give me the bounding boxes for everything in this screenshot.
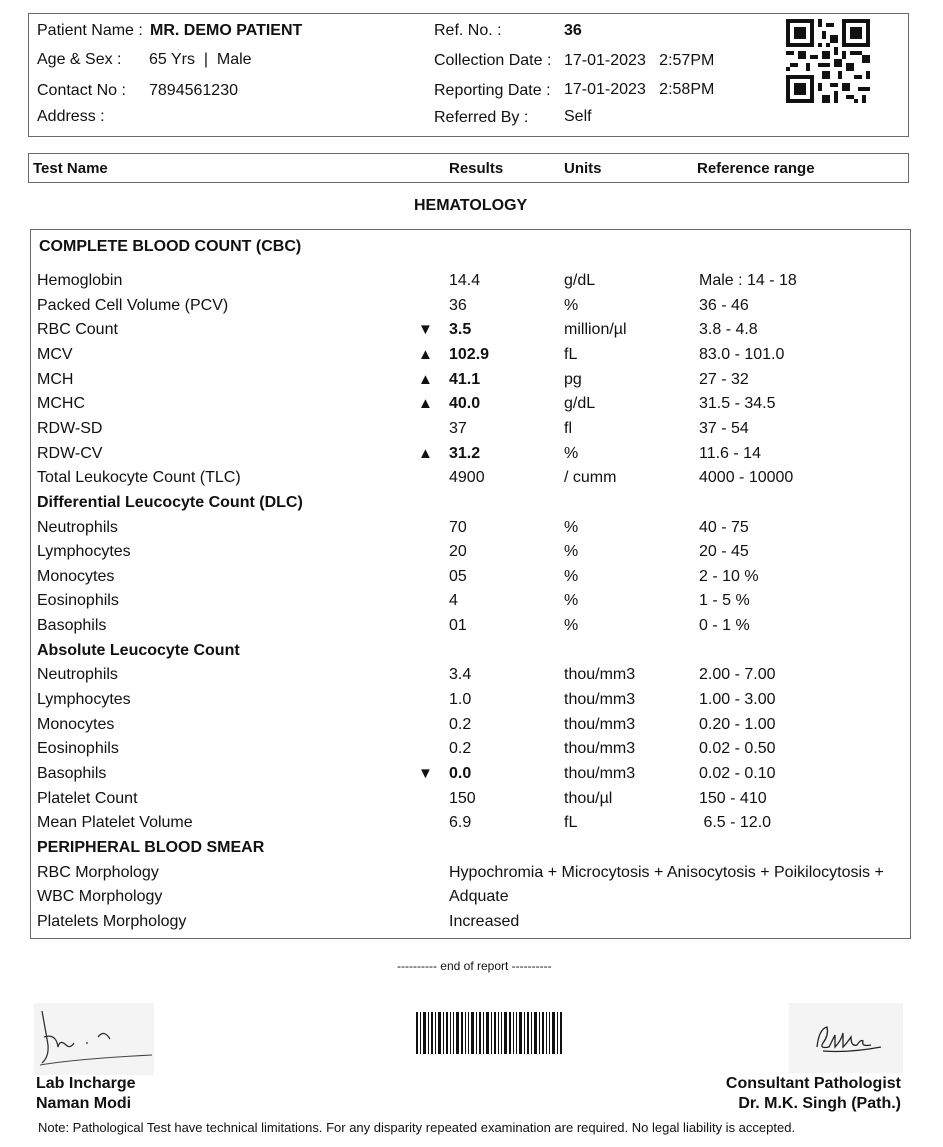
test-name: Basophils <box>37 765 107 782</box>
test-name: Absolute Leucocyte Count <box>37 642 240 659</box>
footer-note: Note: Pathological Test have technical limitations. For any disparity repeated examination are required. No legal liability is accepted. <box>38 1120 796 1135</box>
unit-value: thou/mm3 <box>564 740 636 757</box>
result-value: 01 <box>449 617 467 634</box>
age-sex-label: Age & Sex : <box>37 51 122 68</box>
reference-range: 0 - 1 % <box>699 617 750 634</box>
header-results: Results <box>449 160 504 177</box>
test-name: RBC Count <box>37 321 118 338</box>
contact-value: 7894561230 <box>149 82 238 99</box>
reference-range: 36 - 46 <box>699 297 749 314</box>
flag-icon: ▼ <box>418 321 433 338</box>
table-row <box>0 814 943 838</box>
table-row <box>0 790 943 814</box>
collection-date-label: Collection Date : <box>434 52 552 69</box>
table-row <box>0 519 943 543</box>
result-value: 20 <box>449 543 467 560</box>
reference-range: 1.00 - 3.00 <box>699 691 776 708</box>
table-row <box>0 765 943 789</box>
result-value: 6.9 <box>449 814 472 831</box>
lab-incharge-signature <box>34 1003 154 1075</box>
table-row <box>0 666 943 690</box>
result-value: 36 <box>449 297 467 314</box>
unit-value: % <box>564 568 579 585</box>
test-name: MCV <box>37 346 73 363</box>
reference-range: 4000 - 10000 <box>699 469 794 486</box>
reporting-date-label: Reporting Date : <box>434 82 551 99</box>
result-value: Increased <box>449 913 520 930</box>
referred-by-label: Referred By : <box>434 109 529 126</box>
unit-value: % <box>564 617 579 634</box>
result-value: Hypochromia + Microcytosis + Anisocytosis + Poikilocytosis + <box>449 864 884 881</box>
result-value: 0.2 <box>449 740 472 757</box>
unit-value: g/dL <box>564 272 596 289</box>
table-row <box>0 864 943 888</box>
table-row <box>0 568 943 592</box>
test-name: Eosinophils <box>37 740 119 757</box>
test-name: Platelets Morphology <box>37 913 187 930</box>
reference-range: 40 - 75 <box>699 519 749 536</box>
result-value: 102.9 <box>449 346 490 363</box>
contact-label: Contact No : <box>37 82 126 99</box>
test-name: PERIPHERAL BLOOD SMEAR <box>37 839 265 856</box>
reference-range: 6.5 - 12.0 <box>699 814 772 831</box>
table-row <box>0 297 943 321</box>
result-value: Adquate <box>449 888 509 905</box>
unit-value: / cumm <box>564 469 617 486</box>
pathologist-signature <box>789 1003 903 1073</box>
result-value: 0.2 <box>449 716 472 733</box>
reference-range: 83.0 - 101.0 <box>699 346 785 363</box>
table-row <box>0 691 943 715</box>
header-units: Units <box>564 160 602 177</box>
reference-range: 2.00 - 7.00 <box>699 666 776 683</box>
unit-value: fl <box>564 420 572 437</box>
table-row <box>0 740 943 764</box>
ref-no-value: 36 <box>564 22 582 39</box>
table-row <box>0 469 943 493</box>
result-value: 0.0 <box>449 765 472 782</box>
reference-range: Male : 14 - 18 <box>699 272 797 289</box>
test-name: Total Leukocyte Count (TLC) <box>37 469 241 486</box>
reporting-date-value: 17-01-2023 2:58PM <box>564 81 715 98</box>
department-title: HEMATOLOGY <box>414 197 528 214</box>
test-name: MCH <box>37 371 74 388</box>
reference-range: 31.5 - 34.5 <box>699 395 776 412</box>
flag-icon: ▲ <box>418 395 433 412</box>
table-row <box>0 617 943 641</box>
result-value: 150 <box>449 790 476 807</box>
test-name: Lymphocytes <box>37 543 131 560</box>
test-name: Lymphocytes <box>37 691 131 708</box>
result-value: 14.4 <box>449 272 481 289</box>
table-row <box>0 321 943 345</box>
address-label: Address : <box>37 108 105 125</box>
table-row <box>0 888 943 912</box>
unit-value: thou/mm3 <box>564 765 636 782</box>
reference-range: 150 - 410 <box>699 790 767 807</box>
flag-icon: ▲ <box>418 371 433 388</box>
reference-range: 0.02 - 0.10 <box>699 765 776 782</box>
reference-range: 0.02 - 0.50 <box>699 740 776 757</box>
result-value: 70 <box>449 519 467 536</box>
reference-range: 20 - 45 <box>699 543 749 560</box>
result-value: 37 <box>449 420 467 437</box>
end-of-report: ---------- end of report ---------- <box>397 959 552 973</box>
result-value: 31.2 <box>449 445 481 462</box>
test-name: RDW-CV <box>37 445 103 462</box>
flag-icon: ▲ <box>418 445 433 462</box>
unit-value: thou/mm3 <box>564 691 636 708</box>
pathologist-title: Consultant Pathologist <box>725 1075 901 1092</box>
test-name: Monocytes <box>37 568 115 585</box>
pathologist-name: Dr. M.K. Singh (Path.) <box>738 1095 901 1112</box>
unit-value: thou/mm3 <box>564 666 636 683</box>
test-name: Mean Platelet Volume <box>37 814 193 831</box>
reference-range: 1 - 5 % <box>699 592 750 609</box>
test-name: Hemoglobin <box>37 272 123 289</box>
age-sex-value: 65 Yrs | Male <box>149 51 252 68</box>
ref-no-label: Ref. No. : <box>434 22 502 39</box>
result-value: 4 <box>449 592 458 609</box>
reference-range: 37 - 54 <box>699 420 749 437</box>
table-row <box>0 371 943 395</box>
result-value: 41.1 <box>449 371 481 388</box>
qr-code-icon <box>786 19 870 103</box>
table-row <box>0 716 943 740</box>
patient-name-label: Patient Name : <box>37 22 143 39</box>
test-name: Packed Cell Volume (PCV) <box>37 297 229 314</box>
unit-value: % <box>564 297 579 314</box>
unit-value: % <box>564 543 579 560</box>
result-value: 3.4 <box>449 666 472 683</box>
test-name: Differential Leucocyte Count (DLC) <box>37 494 303 511</box>
result-value: 3.5 <box>449 321 472 338</box>
reference-range: 27 - 32 <box>699 371 749 388</box>
test-name: Monocytes <box>37 716 115 733</box>
header-reference-range: Reference range <box>697 160 815 177</box>
table-row <box>0 642 943 666</box>
table-row <box>0 395 943 419</box>
table-row <box>0 445 943 469</box>
collection-date-value: 17-01-2023 2:57PM <box>564 52 715 69</box>
reference-range: 11.6 - 14 <box>699 445 761 462</box>
lab-incharge-name: Naman Modi <box>36 1095 132 1112</box>
test-name: Eosinophils <box>37 592 119 609</box>
table-row <box>0 272 943 296</box>
flag-icon: ▼ <box>418 765 433 782</box>
test-name: Basophils <box>37 617 107 634</box>
result-value: 05 <box>449 568 467 585</box>
unit-value: % <box>564 592 579 609</box>
lab-incharge-title: Lab Incharge <box>36 1075 136 1092</box>
table-row <box>0 592 943 616</box>
table-row <box>0 913 943 937</box>
referred-by-value: Self <box>564 108 592 125</box>
result-value: 40.0 <box>449 395 481 412</box>
test-name: RDW-SD <box>37 420 103 437</box>
result-value: 4900 <box>449 469 485 486</box>
unit-value: fL <box>564 346 578 363</box>
table-row <box>0 494 943 518</box>
table-row <box>0 839 943 863</box>
flag-icon: ▲ <box>418 346 433 363</box>
unit-value: thou/mm3 <box>564 716 636 733</box>
test-name: WBC Morphology <box>37 888 163 905</box>
test-name: Neutrophils <box>37 666 118 683</box>
unit-value: thou/µl <box>564 790 613 807</box>
patient-name-value: MR. DEMO PATIENT <box>150 22 303 39</box>
reference-range: 3.8 - 4.8 <box>699 321 758 338</box>
reference-range: 0.20 - 1.00 <box>699 716 776 733</box>
table-row <box>0 543 943 567</box>
result-value: 1.0 <box>449 691 472 708</box>
table-row <box>0 420 943 444</box>
unit-value: fL <box>564 814 578 831</box>
test-name: Platelet Count <box>37 790 138 807</box>
table-row <box>0 346 943 370</box>
header-test-name: Test Name <box>33 160 108 177</box>
test-name: RBC Morphology <box>37 864 159 881</box>
test-name: MCHC <box>37 395 85 412</box>
reference-range: 2 - 10 % <box>699 568 759 585</box>
unit-value: % <box>564 445 579 462</box>
section-title: COMPLETE BLOOD COUNT (CBC) <box>39 238 302 255</box>
unit-value: g/dL <box>564 395 596 412</box>
unit-value: pg <box>564 371 582 388</box>
unit-value: % <box>564 519 579 536</box>
test-name: Neutrophils <box>37 519 118 536</box>
barcode-icon <box>416 1012 562 1054</box>
unit-value: million/µl <box>564 321 627 338</box>
